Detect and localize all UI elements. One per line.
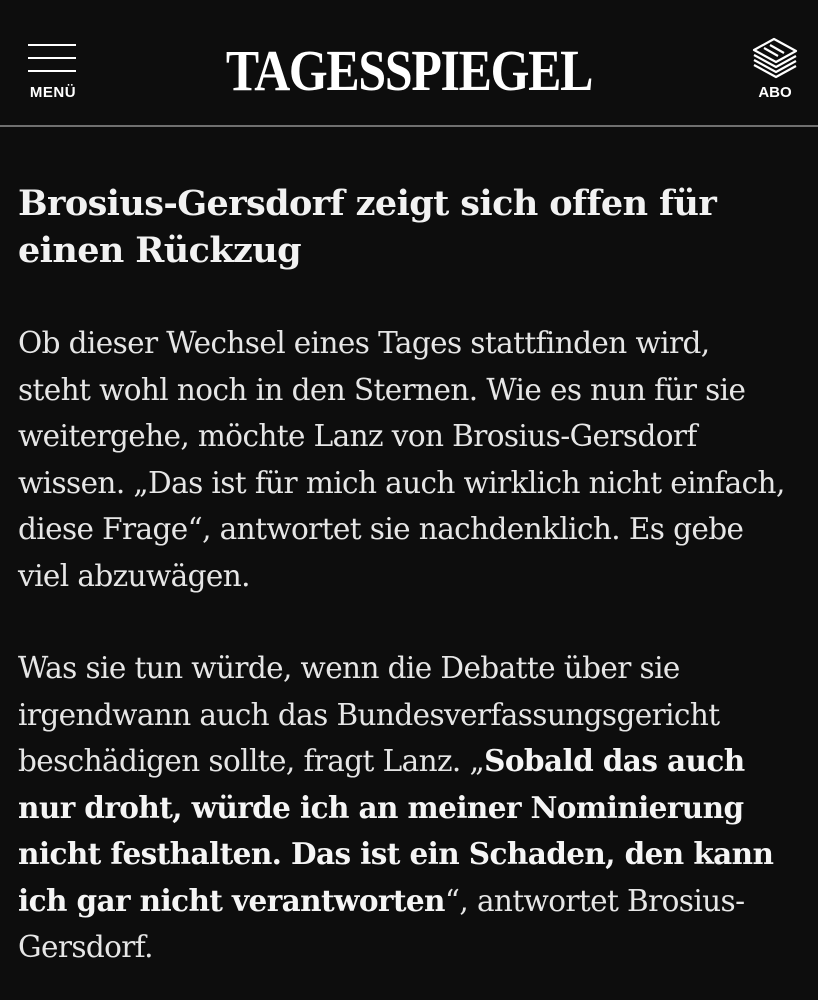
paragraph-outro: “, antwortet Brosius-Gersdorf. [18,883,745,964]
paragraph-intro: Was sie tun würde, wenn die Debatte über sie irgendwann auch das Bundesverfassungsgericht beschädigen sollte, fragt Lanz. „ [18,651,720,778]
article-paragraph: Ob dieser Wechsel eines Tages stattfinden wird, steht wohl noch in den Sternen. Wie es nun für sie weitergehe, möchte Lanz von Brosius-Gersdorf wissen. „Das ist für mich auch wirklich nicht einfach, diese Frage“, antwortet sie nachdenklich. Es gebe viel abzuwägen. [18,326,785,593]
abo-label: ABO [758,84,792,101]
article-body [18,180,788,971]
newspaper-stack-icon [750,36,800,80]
abo-button[interactable] [744,34,806,104]
menu-label: MENÜ [29,84,77,101]
site-header [0,0,818,127]
bold-quote: Sobald das auch nur droht, würde ich an meiner Nominierung nicht festhalten. Das ist ein Schaden, den kann ich gar nicht verantworten [18,743,774,918]
menu-button[interactable] [24,40,82,106]
article-paragraph-quote [18,645,788,971]
hamburger-icon [28,44,76,72]
site-logo[interactable]: TAGESSPIEGEL [225,38,593,103]
article-headline: Brosius-Gersdorf zeigt sich offen für einen Rückzug [18,183,717,271]
